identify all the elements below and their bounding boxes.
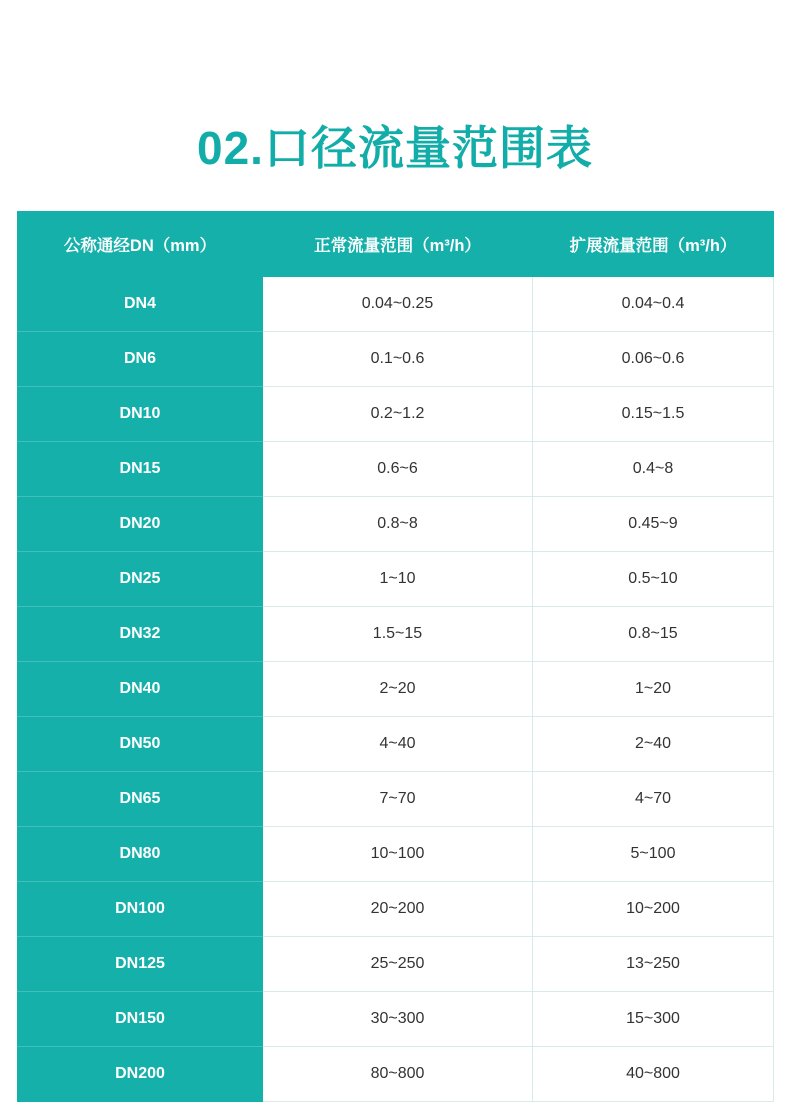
- table-row: [18, 882, 774, 937]
- cell-normal-flow: 7~70: [263, 772, 533, 827]
- cell-dn: DN4: [18, 277, 263, 332]
- table-row: [18, 772, 774, 827]
- cell-dn: DN20: [18, 497, 263, 552]
- column-header-dn: 公称通经DN（mm）: [18, 212, 263, 277]
- cell-extended-flow: 0.04~0.4: [533, 277, 774, 332]
- cell-normal-flow: 80~800: [263, 1047, 533, 1102]
- cell-dn: DN40: [18, 662, 263, 717]
- column-header-extended-flow: 扩展流量范围（m³/h）: [533, 212, 774, 277]
- cell-extended-flow: 4~70: [533, 772, 774, 827]
- cell-normal-flow: 25~250: [263, 937, 533, 992]
- cell-dn: DN32: [18, 607, 263, 662]
- cell-extended-flow: 10~200: [533, 882, 774, 937]
- cell-dn: DN50: [18, 717, 263, 772]
- table-row: [18, 607, 774, 662]
- cell-dn: DN25: [18, 552, 263, 607]
- cell-extended-flow: 0.4~8: [533, 442, 774, 497]
- table-row: [18, 552, 774, 607]
- cell-extended-flow: 2~40: [533, 717, 774, 772]
- cell-dn: DN125: [18, 937, 263, 992]
- table-row: [18, 332, 774, 387]
- table-row: [18, 827, 774, 882]
- cell-normal-flow: 10~100: [263, 827, 533, 882]
- cell-extended-flow: 0.8~15: [533, 607, 774, 662]
- cell-normal-flow: 0.6~6: [263, 442, 533, 497]
- table-row: [18, 387, 774, 442]
- column-header-normal-flow: 正常流量范围（m³/h）: [263, 212, 533, 277]
- table-header-row: [18, 212, 774, 277]
- cell-normal-flow: 30~300: [263, 992, 533, 1047]
- cell-extended-flow: 0.15~1.5: [533, 387, 774, 442]
- table-row: [18, 497, 774, 552]
- cell-extended-flow: 5~100: [533, 827, 774, 882]
- cell-dn: DN100: [18, 882, 263, 937]
- cell-extended-flow: 13~250: [533, 937, 774, 992]
- cell-normal-flow: 0.8~8: [263, 497, 533, 552]
- cell-normal-flow: 1.5~15: [263, 607, 533, 662]
- cell-extended-flow: 15~300: [533, 992, 774, 1047]
- table-row: [18, 662, 774, 717]
- cell-normal-flow: 2~20: [263, 662, 533, 717]
- cell-dn: DN80: [18, 827, 263, 882]
- cell-normal-flow: 0.1~0.6: [263, 332, 533, 387]
- cell-dn: DN200: [18, 1047, 263, 1102]
- cell-dn: DN15: [18, 442, 263, 497]
- cell-normal-flow: 0.2~1.2: [263, 387, 533, 442]
- cell-dn: DN6: [18, 332, 263, 387]
- cell-normal-flow: 20~200: [263, 882, 533, 937]
- table-row: [18, 442, 774, 497]
- document-page: [0, 31, 790, 1114]
- diameter-flow-range-table: [17, 211, 774, 1102]
- table-row: [18, 1047, 774, 1102]
- table-body: [18, 277, 774, 1102]
- table-row: [18, 937, 774, 992]
- cell-dn: DN150: [18, 992, 263, 1047]
- cell-extended-flow: 0.5~10: [533, 552, 774, 607]
- cell-extended-flow: 40~800: [533, 1047, 774, 1102]
- cell-extended-flow: 1~20: [533, 662, 774, 717]
- cell-dn: DN65: [18, 772, 263, 827]
- cell-extended-flow: 0.45~9: [533, 497, 774, 552]
- cell-extended-flow: 0.06~0.6: [533, 332, 774, 387]
- spec-table-container: [17, 211, 773, 1102]
- cell-normal-flow: 1~10: [263, 552, 533, 607]
- cell-normal-flow: 4~40: [263, 717, 533, 772]
- table-row: [18, 992, 774, 1047]
- table-row: [18, 277, 774, 332]
- table-header: [18, 212, 774, 277]
- cell-normal-flow: 0.04~0.25: [263, 277, 533, 332]
- page-title: 02.口径流量范围表: [197, 121, 593, 174]
- cell-dn: DN10: [18, 387, 263, 442]
- table-row: [18, 717, 774, 772]
